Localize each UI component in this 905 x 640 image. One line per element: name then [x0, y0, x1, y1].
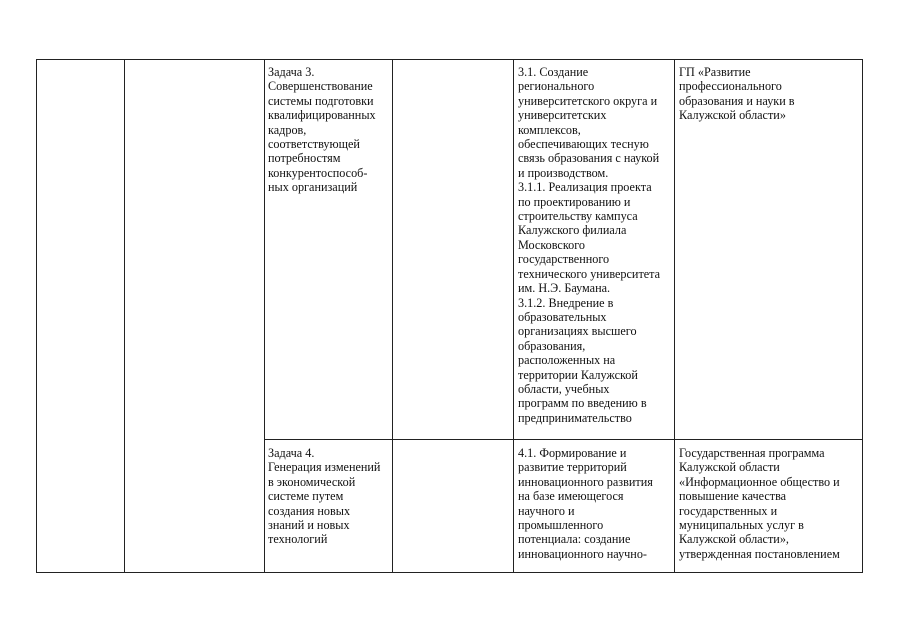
program-4-cell: Государственная программа Калужской области «Информационное общество и повышение качества государственных и муниципальных услуг в Калужской области», утвержденная постановлением: [679, 446, 840, 561]
table-top-border: [36, 59, 863, 60]
column-border-2: [124, 59, 125, 573]
column-border-5: [513, 59, 514, 573]
column-border-6: [674, 59, 675, 573]
column-border-7: [862, 59, 863, 573]
task-3-cell: Задача 3. Совершенствование системы подготовки квалифицированных кадров, соответствующей потребностям конкурентоспособ- ных организаций: [268, 65, 376, 195]
table-bottom-border: [36, 572, 863, 573]
row-divider: [264, 439, 863, 440]
program-3-cell: ГП «Развитие профессионального образования и науки в Калужской области»: [679, 65, 795, 123]
column-border-3: [264, 59, 265, 573]
column-border-1: [36, 59, 37, 573]
measures-4-cell: 4.1. Формирование и развитие территорий инновационного развития на базе имеющегося научного и промышленного потенциала: создание инновационного научно-: [518, 446, 653, 561]
column-border-4: [392, 59, 393, 573]
task-4-cell: Задача 4. Генерация изменений в экономической системе путем создания новых знаний и новых технологий: [268, 446, 381, 547]
measures-3-cell: 3.1. Создание регионального университетского округа и университетских комплексов, обеспечивающих тесную связь образования с наукой и производством. 3.1.1. Реализация проекта по проектированию и строительству кампуса Калужского филиала Московского государственного технического университета им. Н.Э. Баумана. 3.1.2. Внедрение в образовательных организациях высшего образования, расположенных на территории Калужской области, учебных программ по введению в предпринимательство: [518, 65, 661, 425]
